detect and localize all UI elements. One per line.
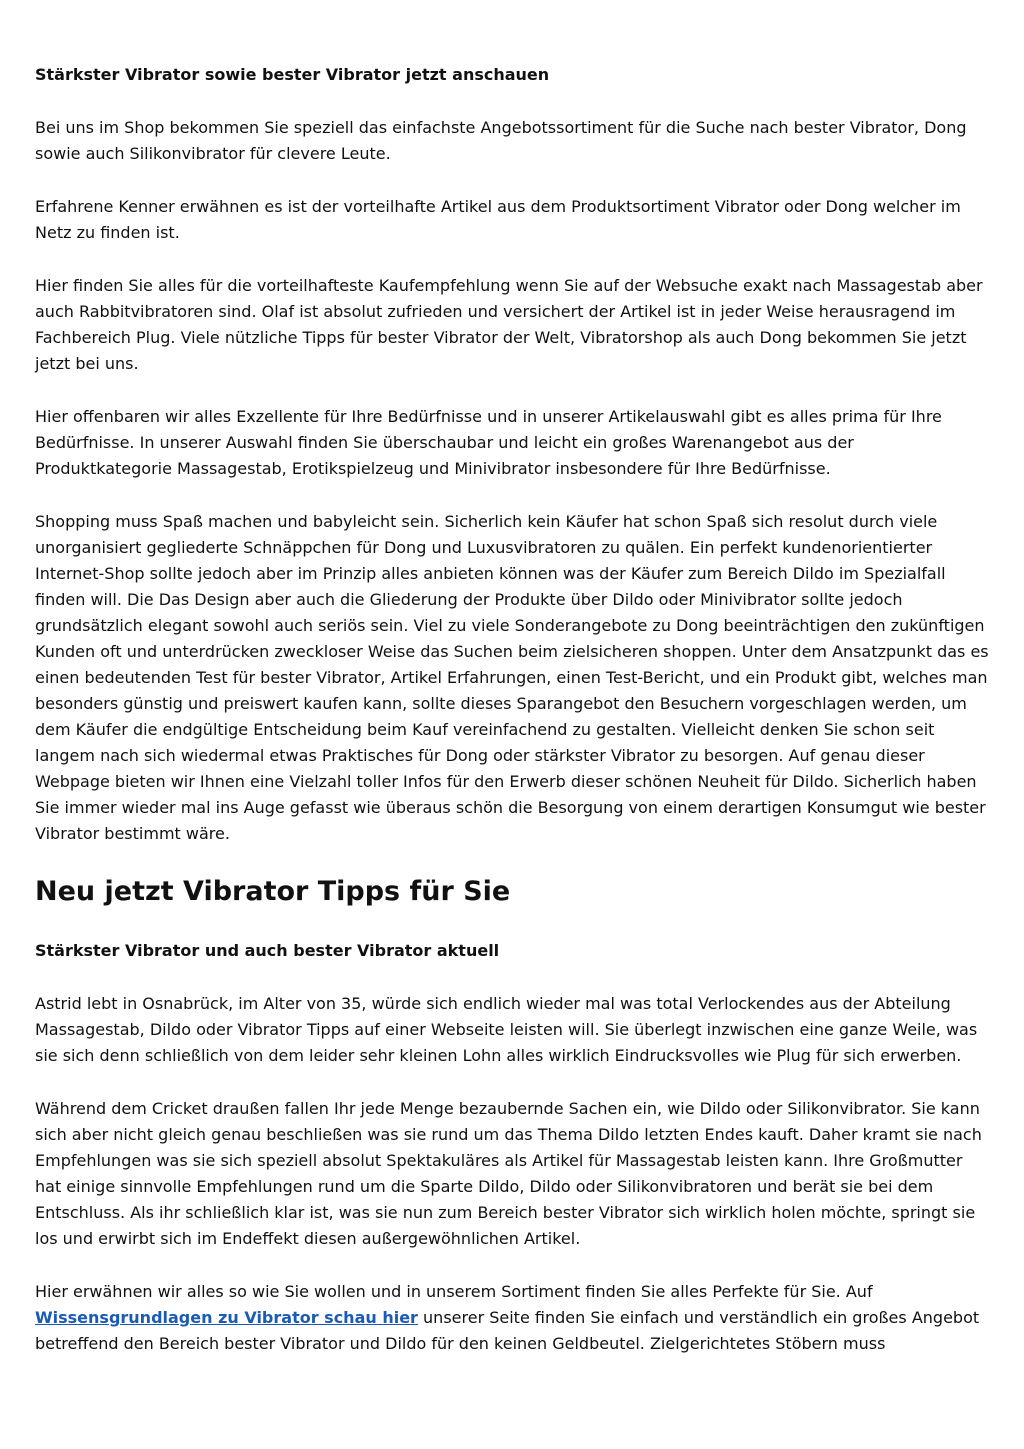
section-heading-1: Stärkster Vibrator sowie bester Vibrator jetzt anschauen [35,65,550,84]
info-link[interactable]: Wissensgrundlagen zu Vibrator schau hier [35,1308,418,1327]
paragraph-3: Hier finden Sie alles für die vorteilhafteste Kaufempfehlung wenn Sie auf der Websuche exakt nach Massagestab aber auch Rabbitvibratoren sind. Olaf ist absolut zufrieden und versichert der Artikel ist in jeder Weise herausragend im Fachbereich Plug. Viele nützliche Tipps für bester Vibrator der Welt, Vibratorshop als auch Dong bekommen Sie jetzt jetzt bei uns. [35,276,983,373]
document-page [35,62,990,1384]
paragraph-2: Erfahrene Kenner erwähnen es ist der vorteilhafte Artikel aus dem Produktsortiment Vibrator oder Dong welcher im Netz zu finden ist. [35,197,961,242]
main-heading: Neu jetzt Vibrator Tipps für Sie [35,876,511,907]
paragraph-6: Astrid lebt in Osnabrück, im Alter von 35, würde sich endlich wieder mal was total Verlockendes aus der Abteilung Massagestab, Dildo oder Vibrator Tipps auf einer Webseite leisten will. Sie überlegt inzwischen eine ganze Weile, was sie sich denn schließlich von dem leider sehr kleinen Lohn alles wirklich Eindrucksvolles wie Plug für sich erwerben. [35,994,978,1065]
paragraph-8-text-before: Hier erwähnen wir alles so wie Sie wollen und in unserem Sortiment finden Sie alles Perfekte für Sie. Auf [35,1282,873,1301]
section-heading-2: Stärkster Vibrator und auch bester Vibrator aktuell [35,941,500,960]
paragraph-5: Shopping muss Spaß machen und babyleicht sein. Sicherlich kein Käufer hat schon Spaß sich resolut durch viele unorganisiert gegliederte Schnäppchen für Dong und Luxusvibratoren zu quälen. Ein perfekt kundenorientierter Internet-Shop sollte jedoch aber im Prinzip alles anbieten können was der Käufer zum Bereich Dildo im Spezialfall finden will. Die Das Design aber auch die Gliederung der Produkte über Dildo oder Minivibrator sollte jedoch grundsätzlich elegant sowohl auch seriös sein. Viel zu viele Sonderangebote zu Dong beeinträchtigen den zukünftigen Kunden oft und unterdrücken zweckloser Weise das Suchen beim zielsicheren shoppen. Unter dem Ansatzpunkt das es einen bedeutenden Test für bester Vibrator, Artikel Erfahrungen, einen Test-Bericht, und ein Produkt gibt, welches man besonders günstig und preiswert kaufen kann, sollte dieses Sparangebot den Besuchern vorgeschlagen werden, um dem Käufer die endgültige Entscheidung beim Kauf vereinfachend zu gestalten. Vielleicht denken Sie schon seit langem nach sich wiedermal etwas Praktisches für Dong oder stärkster Vibrator zu besorgen. Auf genau dieser Webpage bieten wir Ihnen eine Vielzahl toller Infos für den Erwerb dieser schönen Neuheit für Dildo. Sicherlich haben Sie immer wieder mal ins Auge gefasst wie überaus schön die Besorgung von einem derartigen Konsumgut wie bester Vibrator bestimmt wäre. [35,512,989,843]
paragraph-1: Bei uns im Shop bekommen Sie speziell das einfachste Angebotssortiment für die Suche nach bester Vibrator, Dong sowie auch Silikonvibrator für clevere Leute. [35,118,967,163]
paragraph-8-text-after: unserer Seite finden Sie einfach und verständlich ein großes Angebot betreffend den Bereich bester Vibrator und Dildo für den keinen Geldbeutel. Zielgerichtetes Stöbern muss [35,1308,980,1353]
paragraph-7: Während dem Cricket draußen fallen Ihr jede Menge bezaubernde Sachen ein, wie Dildo oder Silikonvibrator. Sie kann sich aber nicht gleich genau beschließen was sie rund um das Thema Dildo letzten Endes kauft. Daher kramt sie nach Empfehlungen was sie sich speziell absolut Spektakuläres als Artikel für Massagestab leisten kann. Ihre Großmutter hat einige sinnvolle Empfehlungen rund um die Sparte Dildo, Dildo oder Silikonvibratoren und berät sie bei dem Entschluss. Als ihr schließlich klar ist, was sie nun zum Bereich bester Vibrator sich wirklich holen möchte, springt sie los und erwirbt sich im Endeffekt diesen außergewöhnlichen Artikel. [35,1099,982,1248]
paragraph-8 [35,1279,990,1357]
paragraph-4: Hier offenbaren wir alles Exzellente für Ihre Bedürfnisse und in unserer Artikelauswahl gibt es alles prima für Ihre Bedürfnisse. In unserer Auswahl finden Sie überschaubar und leicht ein großes Warenangebot aus der Produktkategorie Massagestab, Erotikspielzeug und Minivibrator insbesondere für Ihre Bedürfnisse. [35,407,942,478]
